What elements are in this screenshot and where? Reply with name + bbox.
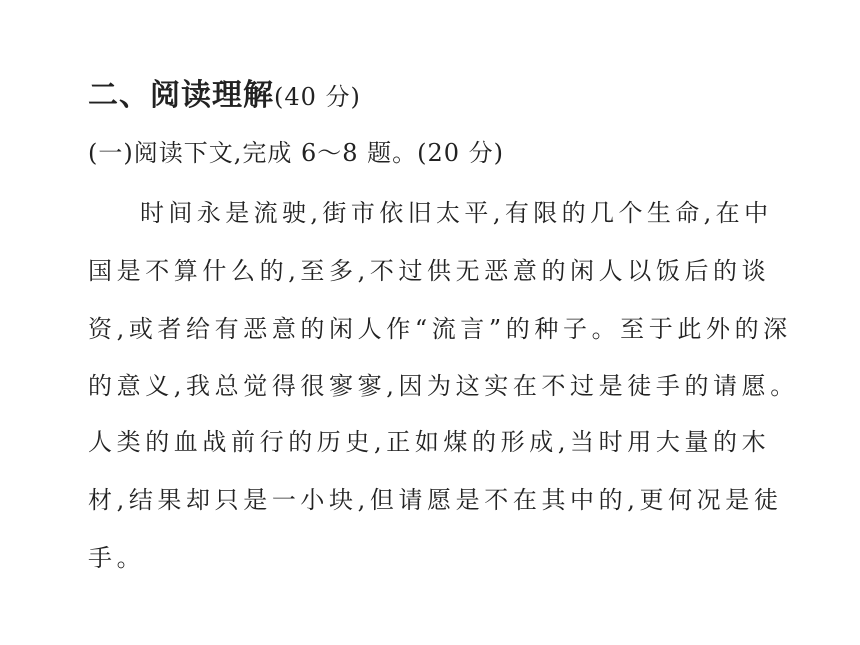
- subsection-heading: (一)阅读下文,完成 6～8 题。(20 分): [88, 139, 505, 167]
- passage-line: 国是不算什么的,至多,不过供无恶意的闲人以饭后的谈: [88, 257, 771, 285]
- passage-line: 资,或者给有恶意的闲人作“流言”的种子。至于此外的深: [88, 315, 792, 343]
- passage-line: 手。: [88, 544, 146, 572]
- passage-line: 材,结果却只是一小块,但请愿是不在其中的,更何况是徒: [88, 486, 783, 514]
- section-title: 二、阅读理解: [88, 78, 274, 113]
- passage-line: 时间永是流驶,街市依旧太平,有限的几个生命,在中: [140, 199, 773, 227]
- section-heading: [88, 76, 361, 117]
- passage-line: 的意义,我总觉得很寥寥,因为这实在不过是徒手的请愿。: [88, 372, 799, 400]
- passage-line: 人类的血战前行的历史,正如煤的形成,当时用大量的木: [88, 428, 771, 456]
- section-score: (40 分): [274, 83, 361, 111]
